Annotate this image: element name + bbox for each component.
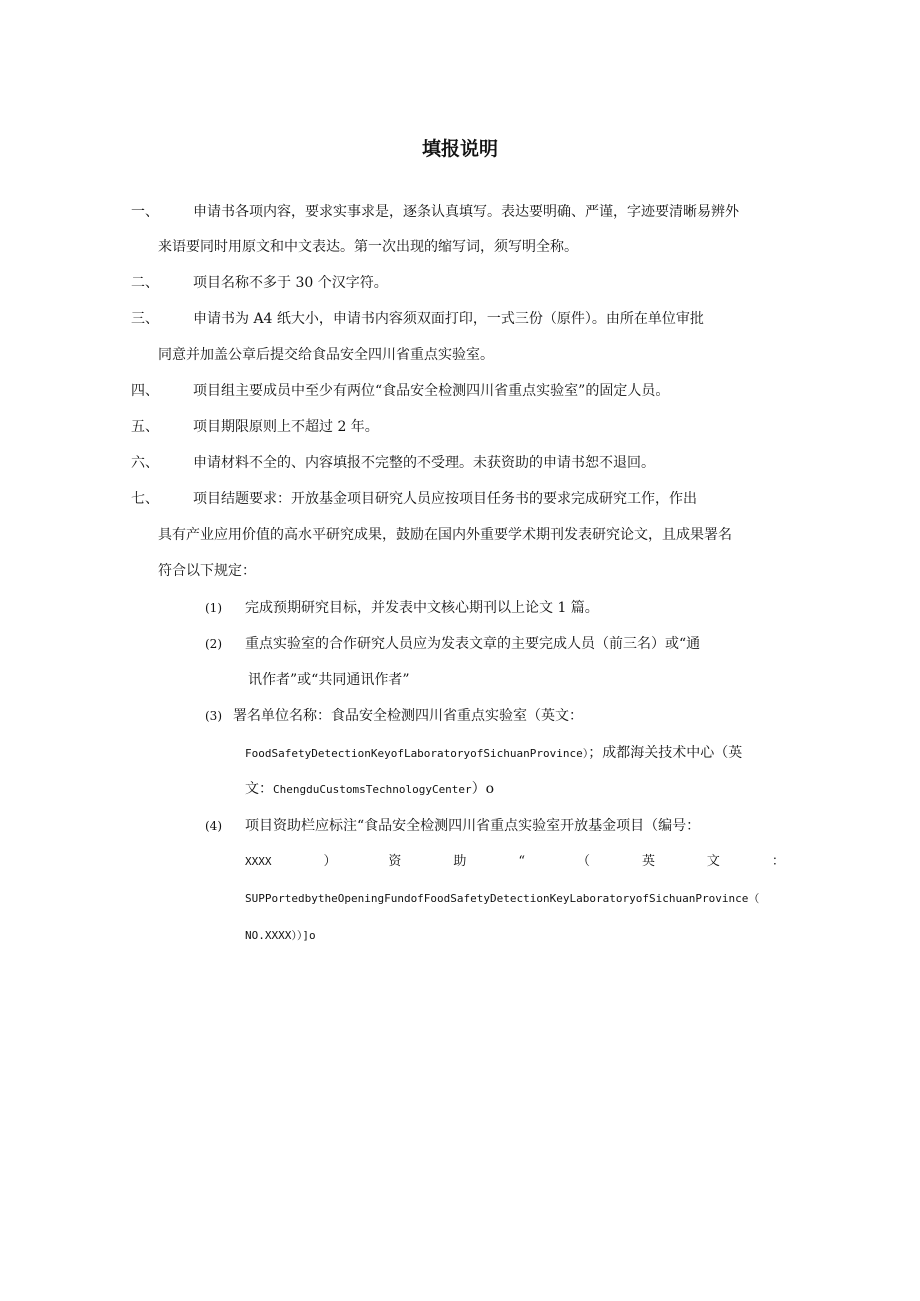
item-number: 三、 <box>131 311 159 327</box>
spread-token: ： <box>771 854 785 869</box>
item-number: 四、 <box>131 383 159 399</box>
spread-token: 资 <box>388 854 402 869</box>
item-number: 六、 <box>131 455 159 471</box>
item-text: 申请书为 A4 纸大小，申请书内容须双面打印，一式三份（原件）。由所在单位审批 <box>193 311 704 327</box>
spread-token: XXXX <box>245 855 272 868</box>
item-number: 一、 <box>131 204 159 220</box>
english-org-name: FoodSafetyDetectionKeyofLaboratoryofSichuanProvince） <box>245 747 589 760</box>
spread-token: 文 <box>706 854 720 869</box>
subitem-4-spread-line <box>245 852 785 872</box>
item-3-continuation: 同意并加盖公章后提交给食品安全四川省重点实验室。 <box>158 347 494 363</box>
spread-token: 助 <box>453 854 467 869</box>
subitem-number: (2) <box>205 637 222 651</box>
subitem-2-continuation: 讯作者”或“共同通讯作者” <box>248 672 410 688</box>
subitem-number: (4) <box>205 819 222 833</box>
english-label: 文： <box>245 781 273 797</box>
item-number: 七、 <box>131 491 159 507</box>
spread-token: 英 <box>641 854 655 869</box>
subitem-3-line3 <box>245 779 494 800</box>
subitem-text: 完成预期研究目标，并发表中文核心期刊以上论文 1 篇。 <box>245 600 599 616</box>
item-number: 五、 <box>131 419 159 435</box>
chinese-org-name: ；成都海关技术中心（英 <box>588 745 743 761</box>
subitem-3-line2 <box>245 743 742 764</box>
subitem-text: 署名单位名称：食品安全检测四川省重点实验室（英文： <box>233 708 583 724</box>
item-number: 二、 <box>131 275 159 291</box>
item-text: 项目结题要求：开放基金项目研究人员应按项目任务书的要求完成研究工作，作出 <box>193 491 697 507</box>
subitem-number: (3) <box>205 709 222 723</box>
english-center-name: ChengduCustomsTechnologyCenter <box>273 783 472 796</box>
spread-token: “ <box>518 854 526 869</box>
spread-token: （ <box>576 854 590 869</box>
page-title: 填报说明 <box>421 138 498 160</box>
closing-text: ）o <box>471 781 495 797</box>
item-text: 项目期限原则上不超过 2 年。 <box>193 419 379 435</box>
item-7-continuation: 具有产业应用价值的高水平研究成果，鼓励在国内外重要学术期刊发表研究论文，且成果署名 <box>158 527 732 543</box>
subitem-4-number-line: NO.XXXX））]o <box>245 929 316 942</box>
subitem-4-english-line: SUPPortedbytheOpeningFundofFoodSafetyDetectionKeyLaboratoryofSichuanProvince（ <box>245 892 760 905</box>
item-1-continuation: 来语要同时用原文和中文表达。第一次出现的缩写词，须写明全称。 <box>158 239 578 255</box>
subitem-text: 项目资助栏应标注“食品安全检测四川省重点实验室开放基金项目（编号： <box>245 818 701 834</box>
subitem-text: 重点实验室的合作研究人员应为发表文章的主要完成人员（前三名）或“通 <box>245 636 701 652</box>
item-text: 申请书各项内容，要求实事求是，逐条认真填写。表达要明确、严谨，字迹要清晰易辨外 <box>193 204 739 220</box>
subitem-number: (1) <box>205 601 222 615</box>
spread-token: ） <box>323 854 337 869</box>
item-text: 项目名称不多于 30 个汉字符。 <box>193 275 388 291</box>
item-text: 申请材料不全的、内容填报不完整的不受理。未获资助的申请书恕不退回。 <box>193 455 655 471</box>
item-7-continuation: 符合以下规定： <box>158 563 256 579</box>
item-text: 项目组主要成员中至少有两位“食品安全检测四川省重点实验室”的固定人员。 <box>193 383 670 399</box>
